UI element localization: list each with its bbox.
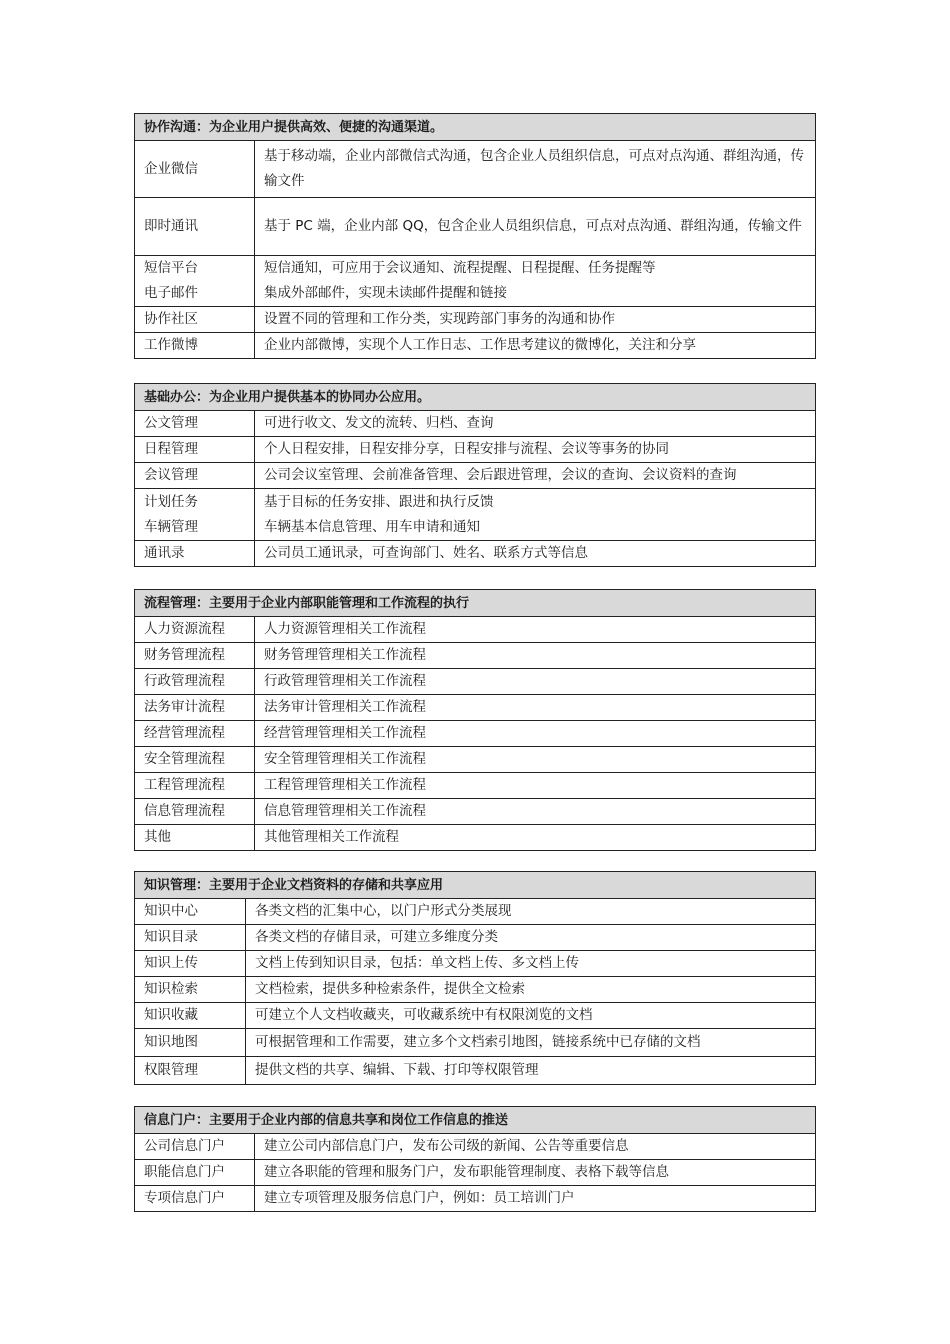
feature-desc: 可根据管理和工作需要，建立多个文档索引地图，链接系统中已存储的文档	[246, 1029, 816, 1057]
feature-desc: 公司会议室管理、会前准备管理、会后跟进管理，会议的查询、会议资料的查询	[255, 463, 816, 489]
feature-desc: 各类文档的汇集中心，以门户形式分类展现	[246, 899, 816, 925]
section-title: 信息门户：主要用于企业内部的信息共享和岗位工作信息的推送	[135, 1107, 816, 1134]
section-table-communication	[134, 113, 816, 359]
feature-name: 协作社区	[135, 307, 255, 333]
feature-name: 公司信息门户	[135, 1134, 255, 1160]
feature-name: 知识收藏	[135, 1003, 246, 1029]
feature-name: 会议管理	[135, 463, 255, 489]
feature-name: 电子邮件	[144, 285, 198, 301]
feature-name: 知识中心	[135, 899, 246, 925]
feature-name: 工作微博	[135, 333, 255, 359]
feature-desc: 行政管理管理相关工作流程	[255, 669, 816, 695]
section-title: 基础办公：为企业用户提供基本的协同办公应用。	[135, 384, 816, 411]
feature-name: 财务管理流程	[135, 643, 255, 669]
feature-name: 知识上传	[135, 951, 246, 977]
section-title: 协作沟通：为企业用户提供高效、便捷的沟通渠道。	[135, 114, 816, 141]
feature-name: 经营管理流程	[135, 721, 255, 747]
feature-name: 知识检索	[135, 977, 246, 1003]
feature-name: 人力资源流程	[135, 617, 255, 643]
feature-desc-pair	[255, 489, 816, 541]
feature-name: 计划任务	[144, 493, 198, 510]
section-table-workflow	[134, 589, 816, 851]
feature-name: 职能信息门户	[135, 1160, 255, 1186]
feature-name: 专项信息门户	[135, 1186, 255, 1212]
section-table-knowledge	[134, 871, 816, 1085]
feature-desc: 车辆基本信息管理、用车申请和通知	[264, 518, 480, 535]
feature-desc: 设置不同的管理和工作分类，实现跨部门事务的沟通和协作	[255, 307, 816, 333]
feature-name: 知识目录	[135, 925, 246, 951]
feature-desc: 各类文档的存储目录，可建立多维度分类	[246, 925, 816, 951]
feature-desc: 建立专项管理及服务信息门户，例如：员工培训门户	[255, 1186, 816, 1212]
feature-desc: 短信通知，可应用于会议通知、流程提醒、日程提醒、任务提醒等	[264, 260, 656, 276]
section-title: 流程管理：主要用于企业内部职能管理和工作流程的执行	[135, 590, 816, 617]
feature-desc: 建立公司内部信息门户，发布公司级的新闻、公告等重要信息	[255, 1134, 816, 1160]
section-table-portal	[134, 1106, 816, 1212]
feature-desc: 集成外部邮件，实现未读邮件提醒和链接	[264, 285, 507, 301]
feature-desc: 公司员工通讯录，可查询部门、姓名、联系方式等信息	[255, 541, 816, 567]
feature-name: 其他	[135, 825, 255, 851]
feature-desc: 提供文档的共享、编辑、下载、打印等权限管理	[246, 1057, 816, 1085]
feature-name: 通讯录	[135, 541, 255, 567]
feature-desc: 文档上传到知识目录，包括：单文档上传、多文档上传	[246, 951, 816, 977]
feature-name: 车辆管理	[144, 518, 198, 535]
feature-desc-pair	[255, 256, 816, 307]
feature-desc: 其他管理相关工作流程	[255, 825, 816, 851]
feature-desc: 工程管理管理相关工作流程	[255, 773, 816, 799]
feature-desc: 可建立个人文档收藏夹，可收藏系统中有权限浏览的文档	[246, 1003, 816, 1029]
feature-desc: 法务审计管理相关工作流程	[255, 695, 816, 721]
section-title: 知识管理：主要用于企业文档资料的存储和共享应用	[135, 872, 816, 899]
feature-desc: 安全管理管理相关工作流程	[255, 747, 816, 773]
feature-name: 知识地图	[135, 1029, 246, 1057]
feature-name: 法务审计流程	[135, 695, 255, 721]
feature-name: 企业微信	[135, 141, 255, 198]
feature-desc: 个人日程安排，日程安排分享，日程安排与流程、会议等事务的协同	[255, 437, 816, 463]
feature-desc: 建立各职能的管理和服务门户，发布职能管理制度、表格下载等信息	[255, 1160, 816, 1186]
feature-desc: 企业内部微博，实现个人工作日志、工作思考建议的微博化，关注和分享	[255, 333, 816, 359]
feature-desc: 经营管理管理相关工作流程	[255, 721, 816, 747]
feature-name-pair	[135, 489, 255, 541]
feature-name: 安全管理流程	[135, 747, 255, 773]
feature-name: 信息管理流程	[135, 799, 255, 825]
feature-name: 工程管理流程	[135, 773, 255, 799]
feature-name: 即时通讯	[135, 198, 255, 256]
feature-name: 行政管理流程	[135, 669, 255, 695]
feature-name: 权限管理	[135, 1057, 246, 1085]
feature-desc: 信息管理管理相关工作流程	[255, 799, 816, 825]
feature-desc: 基于移动端，企业内部微信式沟通，包含企业人员组织信息，可点对点沟通、群组沟通，传输文件	[255, 141, 816, 198]
feature-desc: 财务管理管理相关工作流程	[255, 643, 816, 669]
feature-desc: 人力资源管理相关工作流程	[255, 617, 816, 643]
feature-name-pair	[135, 256, 255, 307]
feature-name: 日程管理	[135, 437, 255, 463]
feature-desc: 基于 PC 端，企业内部 QQ，包含企业人员组织信息，可点对点沟通、群组沟通，传输文件	[255, 198, 816, 256]
feature-desc: 文档检索，提供多种检索条件，提供全文检索	[246, 977, 816, 1003]
feature-desc: 基于目标的任务安排、跟进和执行反馈	[264, 493, 494, 510]
feature-name: 公文管理	[135, 411, 255, 437]
feature-desc: 可进行收文、发文的流转、归档、查询	[255, 411, 816, 437]
feature-name: 短信平台	[144, 260, 198, 276]
section-table-office	[134, 383, 816, 567]
